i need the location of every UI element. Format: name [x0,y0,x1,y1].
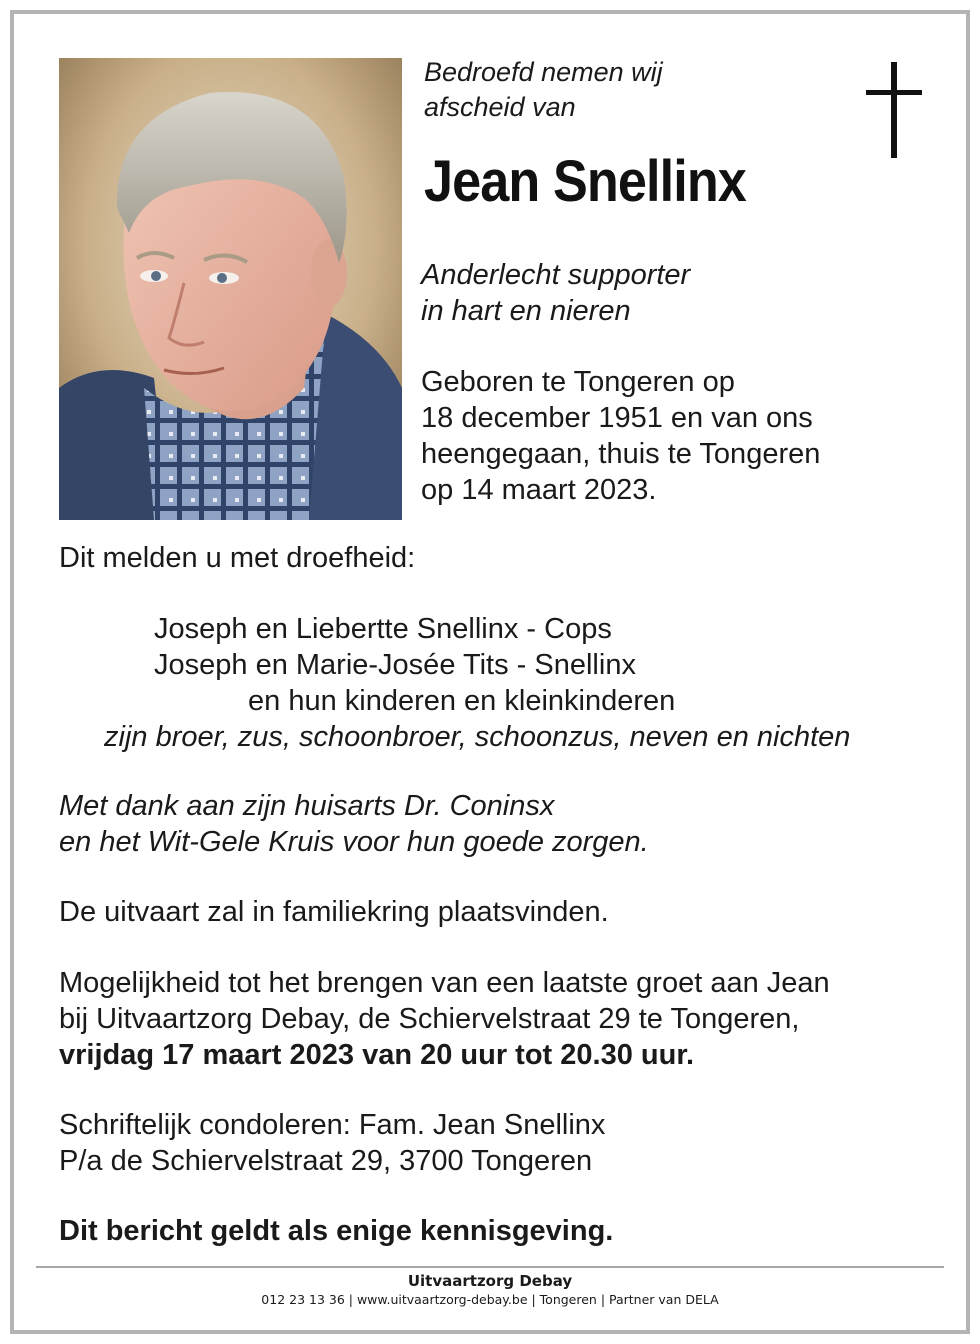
family-line: en hun kinderen en kleinkinderen [248,685,676,717]
birth-death-details [421,364,891,508]
footer-contact: 012 23 13 36 | www.uitvaartzorg-debay.be | Tongeren | Partner van DELA [261,1292,719,1307]
tagline-line: in hart en nieren [421,295,631,327]
visitation-line: Mogelijkheid tot het brengen van een laatste groet aan Jean [59,967,830,999]
tagline [421,257,841,329]
intro-text [424,55,824,125]
visitation-text [59,965,939,1073]
tagline-line: Anderlecht supporter [421,259,691,291]
family-list [59,611,959,755]
birth-line: heengegaan, thuis te Tongeren [421,438,821,470]
announcement: Dit melden u met droefheid: [59,542,416,574]
intro-line: afscheid van [424,92,576,122]
condolence-line: P/a de Schiervelstraat 29, 3700 Tongeren [59,1145,593,1177]
birth-line: op 14 maart 2023. [421,474,657,506]
deceased-name: Jean Snellinx [424,149,746,214]
thanks-text [59,788,919,860]
condolence-line: Schriftelijk condoleren: Fam. Jean Snellinx [59,1109,606,1141]
portrait-photo [59,58,402,520]
funeral-text: De uitvaart zal in familiekring plaatsvinden. [59,896,609,928]
notice-text: Dit bericht geldt als enige kennisgeving. [59,1215,614,1247]
thanks-line: Met dank aan zijn huisarts Dr. Coninsx [59,790,555,822]
family-line: zijn broer, zus, schoonbroer, schoonzus, neven en nichten [104,721,851,753]
footer-company: Uitvaartzorg Debay [407,1272,573,1290]
family-line: Joseph en Liebertte Snellinx - Cops [154,613,612,645]
thanks-line: en het Wit-Gele Kruis voor hun goede zorgen. [59,826,649,858]
birth-line: Geboren te Tongeren op [421,366,735,398]
visitation-time: vrijdag 17 maart 2023 van 20 uur tot 20.30 uur. [59,1039,695,1071]
family-line: Joseph en Marie-Josée Tits - Snellinx [154,649,636,681]
cross-icon [866,62,922,158]
birth-line: 18 december 1951 en van ons [421,402,813,434]
condolence-text [59,1107,939,1179]
intro-line: Bedroefd nemen wij [424,57,663,87]
footer-divider [36,1266,944,1268]
visitation-line: bij Uitvaartzorg Debay, de Schiervelstraat 29 te Tongeren, [59,1003,800,1035]
